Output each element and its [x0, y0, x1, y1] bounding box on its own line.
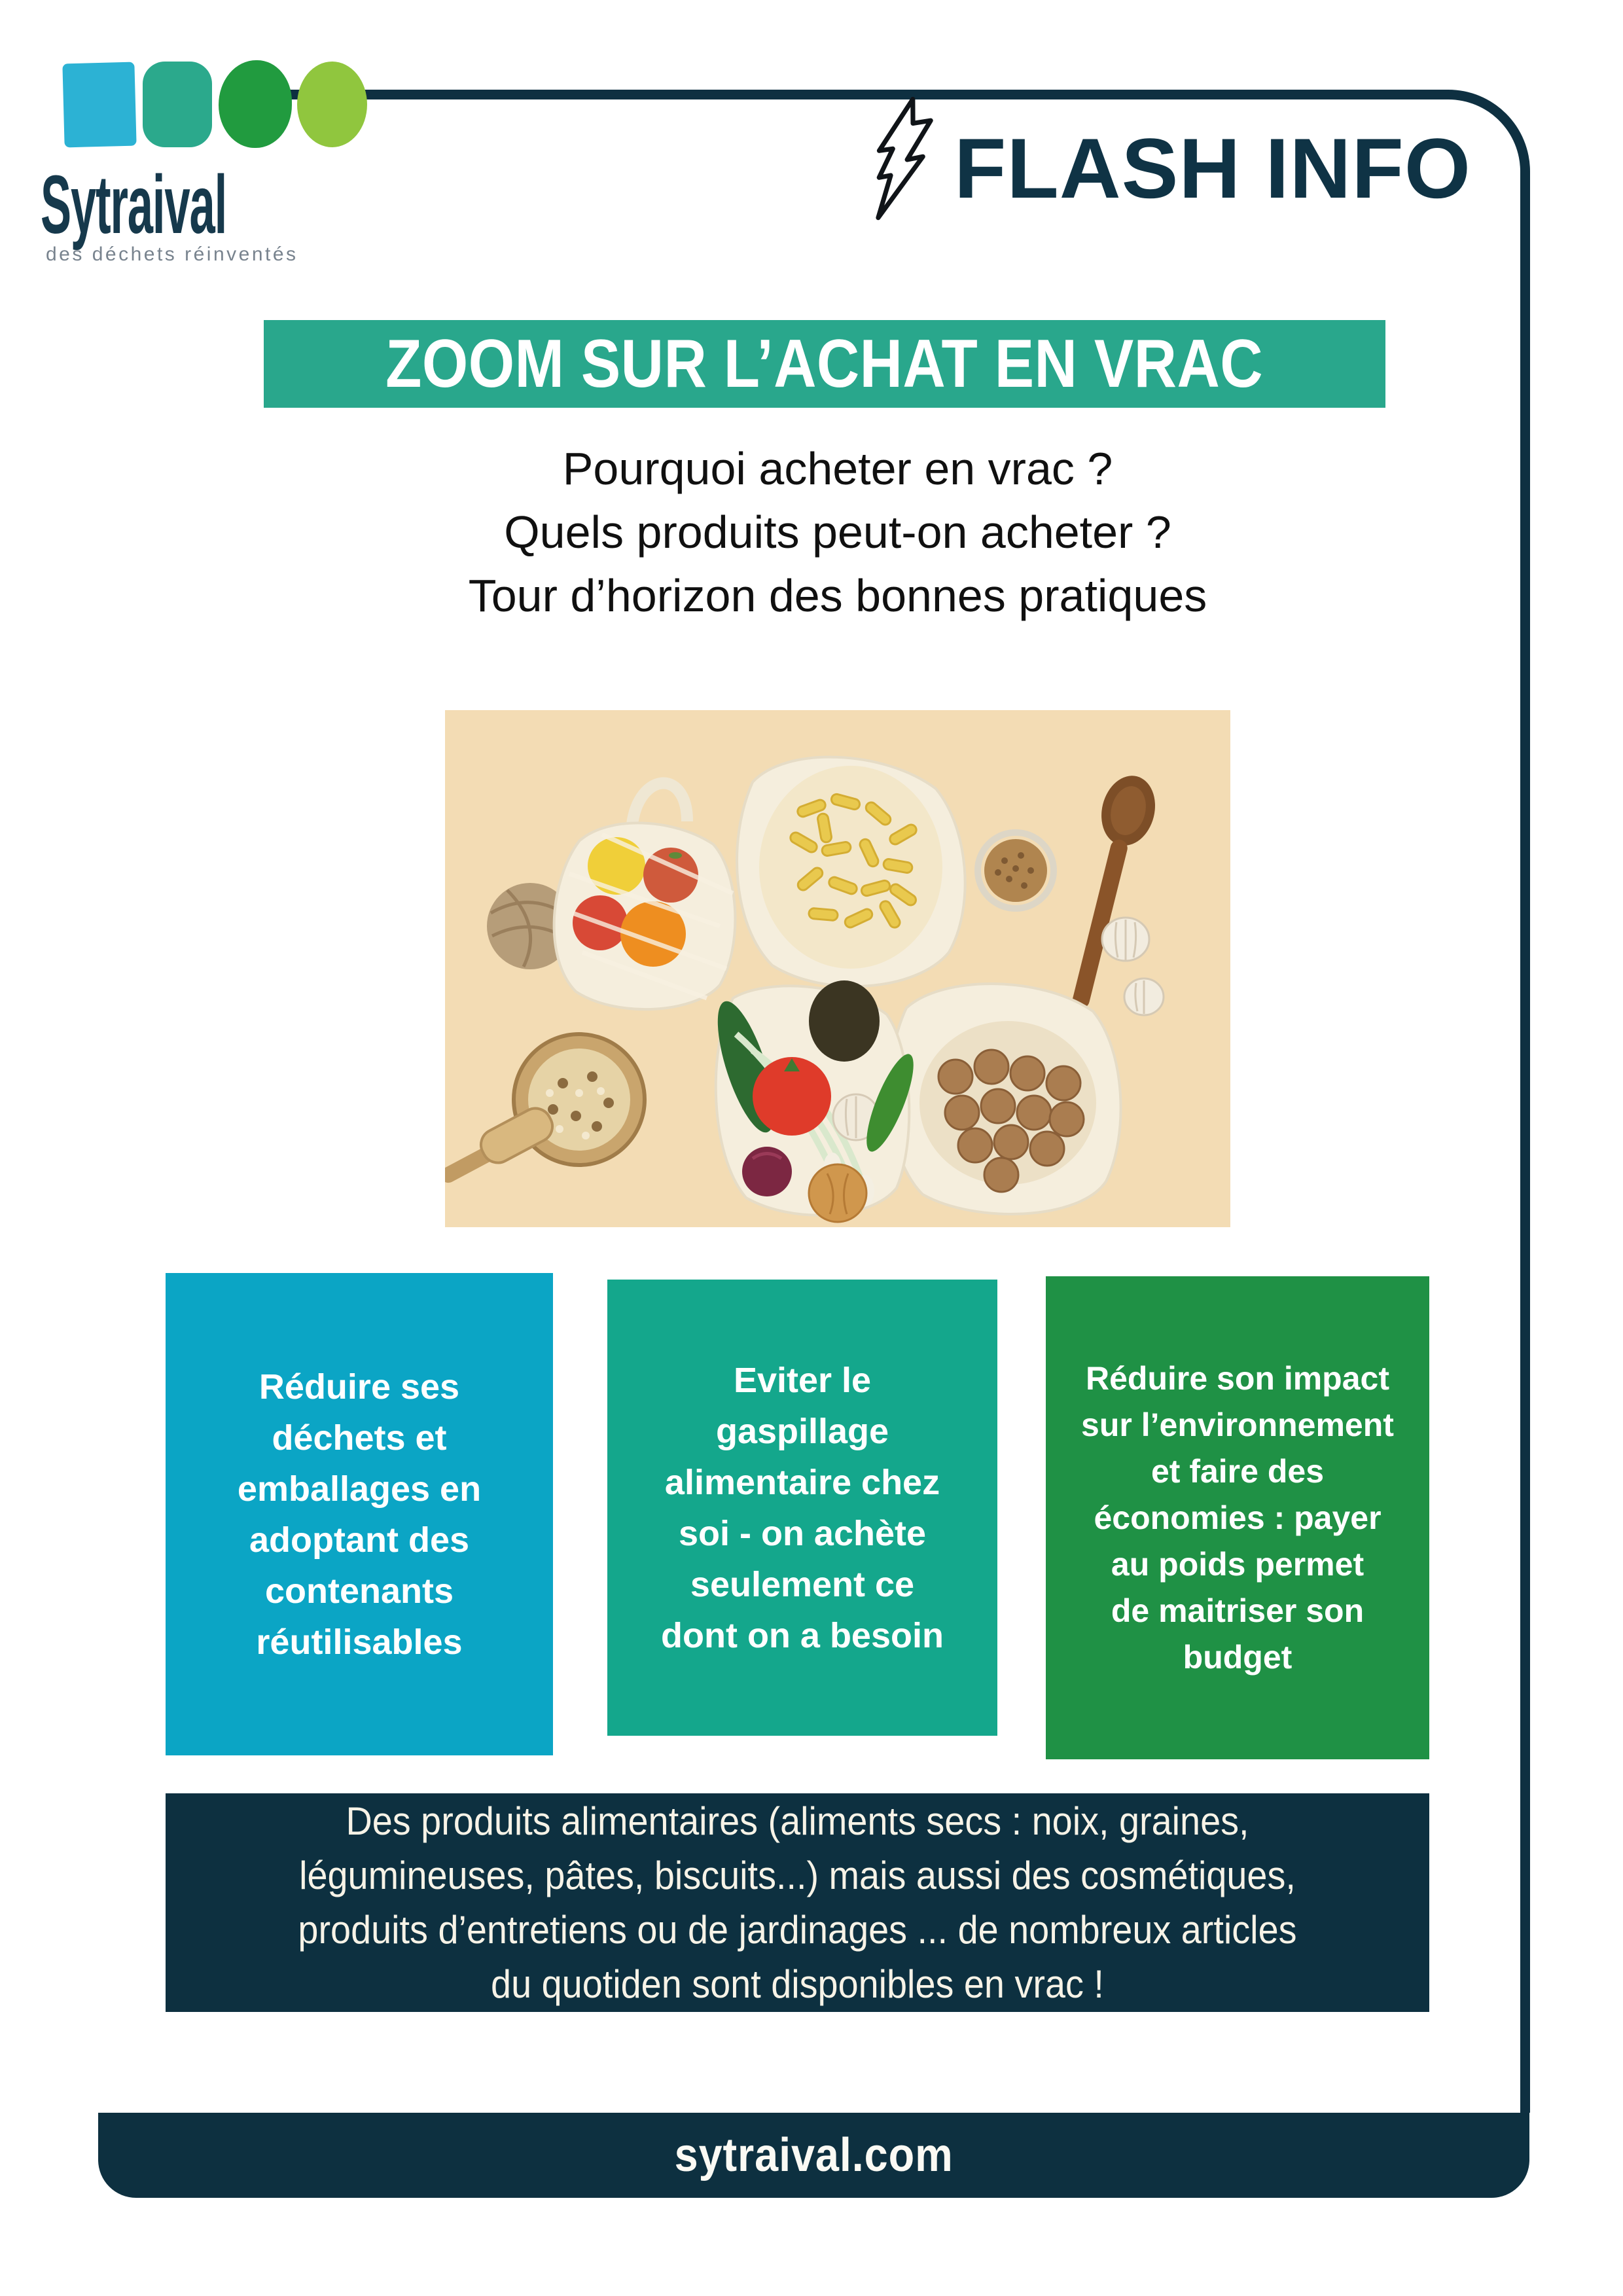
- benefit-line: sur l’environnement: [1081, 1406, 1394, 1443]
- benefit-line: adoptant des: [249, 1520, 470, 1560]
- lentil-jar-icon: [978, 833, 1054, 908]
- benefit-line: Réduire son impact: [1086, 1359, 1389, 1397]
- products-line: produits d’entretiens ou de jardinages ... de nombreux articles: [298, 1908, 1297, 1952]
- benefit-line: gaspillage: [715, 1411, 889, 1451]
- benefit-line: de maitriser son: [1111, 1592, 1364, 1629]
- products-line: Des produits alimentaires (aliments secs : noix, graines,: [346, 1799, 1249, 1843]
- intro-text: [281, 437, 1394, 628]
- intro-line: Quels produits peut-on acheter ?: [504, 507, 1171, 558]
- benefit-line: réutilisables: [256, 1622, 463, 1662]
- intro-line: Pourquoi acheter en vrac ?: [562, 443, 1113, 494]
- benefit-line: contenants: [264, 1571, 454, 1611]
- logo-shape-square-blue: [62, 62, 136, 148]
- logo-shape-circle-lightgreen: [297, 62, 367, 147]
- benefit-box-reduce-waste: [166, 1273, 553, 1755]
- benefit-line: Réduire ses: [259, 1367, 460, 1407]
- benefit-line: économies : payer: [1094, 1499, 1382, 1536]
- benefit-line: budget: [1183, 1638, 1293, 1676]
- products-line: du quotiden sont disponibles en vrac !: [491, 1962, 1104, 2006]
- benefit-line: déchets et: [272, 1418, 447, 1458]
- products-info-text: [298, 1794, 1296, 2011]
- benefit-box-avoid-food-waste: [607, 1280, 997, 1736]
- brand-tagline: des déchets réinventés: [46, 243, 298, 265]
- benefit-line: alimentaire chez: [664, 1462, 940, 1502]
- products-line: légumineuses, pâtes, biscuits...) mais aussi des cosmétiques,: [299, 1854, 1296, 1897]
- flash-info-title: FLASH INFO: [954, 120, 1471, 216]
- intro-line: Tour d’horizon des bonnes pratiques: [468, 570, 1207, 621]
- benefit-line: soi - on achète: [678, 1513, 927, 1553]
- banner: [264, 320, 1385, 408]
- brand-logo-name: Sytraival: [41, 158, 227, 251]
- banner-title: ZOOM SUR L’ACHAT EN VRAC: [385, 325, 1264, 402]
- logo-shape-square-teal: [143, 62, 212, 147]
- benefit-box-environment-budget: [1046, 1276, 1429, 1759]
- pasta-bag-icon: [737, 757, 965, 986]
- benefit-line: emballages en: [237, 1469, 482, 1509]
- benefit-line: au poids permet: [1111, 1545, 1364, 1583]
- footer-bar: [98, 2113, 1529, 2198]
- photo-illustration: [445, 710, 1230, 1227]
- benefit-line: et faire des: [1150, 1452, 1324, 1490]
- footer-website-url: sytraival.com: [674, 2129, 954, 2181]
- benefit-line: Eviter le: [733, 1360, 872, 1400]
- benefit-line: seulement ce: [690, 1564, 915, 1604]
- logo-shape-circle-green: [219, 60, 292, 148]
- products-info-box: [166, 1793, 1429, 2012]
- benefit-line: dont on a besoin: [661, 1615, 944, 1655]
- walnut-bag-icon: [889, 984, 1120, 1214]
- lightning-bolt-icon: [868, 96, 935, 223]
